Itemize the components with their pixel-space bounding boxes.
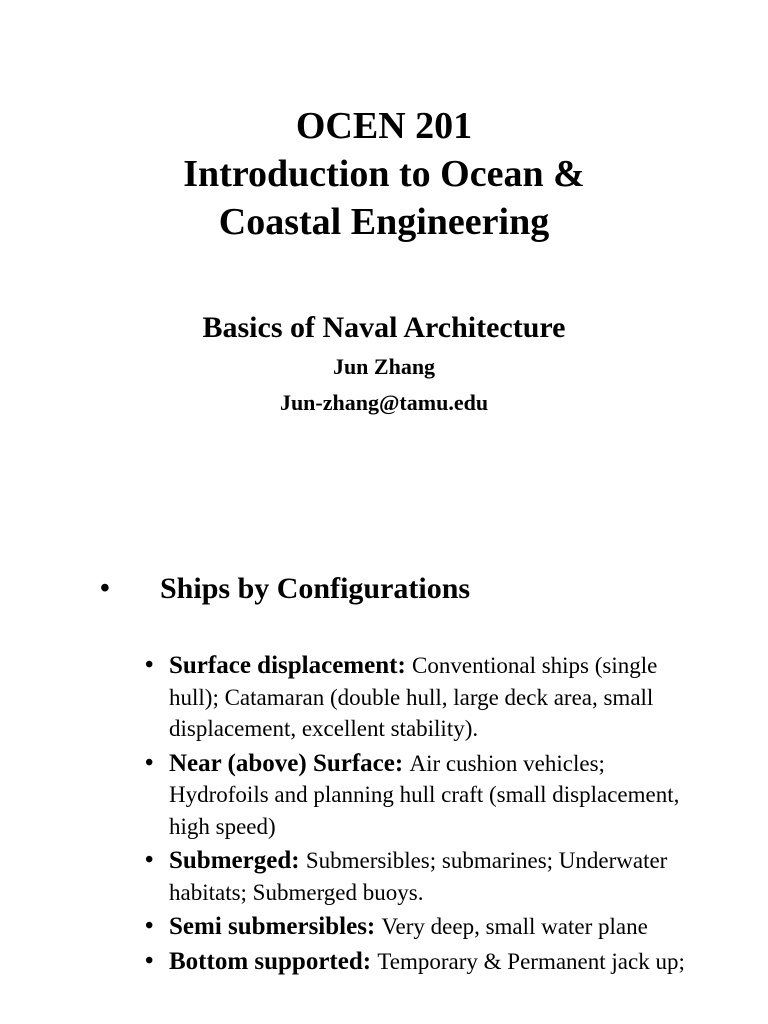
list-item [145, 946, 685, 978]
lecture-subtitle: Basics of Naval Architecture [202, 311, 566, 344]
list-item-description: Very deep, small water plane [381, 914, 648, 939]
course-title-line-3: Coastal Engineering [218, 201, 550, 243]
author-email: Jun-zhang@tamu.edu [279, 390, 489, 415]
list-item [145, 650, 685, 745]
list-item-description: Temporary & Permanent jack up; [377, 948, 685, 974]
list-item-term: Bottom supported: [169, 947, 378, 975]
list-item-term: Semi submersibles: [169, 913, 382, 940]
section-heading: Ships by Configurations [160, 572, 471, 605]
list-item-term: Submerged: [169, 847, 306, 874]
section-bullet: • [100, 573, 110, 604]
course-title-line-2: Introduction to Ocean & [183, 153, 585, 195]
list-item-description: Air cushion vehicles; Hydrofoils and planning hull craft (small displacement, high speed) [169, 750, 680, 839]
course-title [0, 102, 768, 246]
list-item [145, 845, 685, 908]
list-item-bullet: • [145, 913, 154, 939]
author-name: Jun Zhang [332, 354, 436, 379]
configuration-list [145, 650, 685, 980]
list-item-bullet: • [145, 847, 154, 873]
list-item-bullet: • [145, 947, 154, 974]
course-title-line-1: OCEN 201 [295, 105, 473, 147]
list-item [145, 748, 685, 843]
list-item-bullet: • [145, 749, 154, 776]
list-item-term: Near (above) Surface: [169, 749, 410, 777]
list-item-description: Conventional ships (single hull); Catamaran (double hull, large deck area, small displacement, excellent stability). [169, 653, 658, 741]
list-item [145, 911, 685, 943]
list-item-term: Surface displacement: [169, 652, 413, 679]
list-item-bullet: • [145, 652, 154, 678]
list-item-description: Submersibles; submarines; Underwater habitats; Submerged buoys. [169, 848, 668, 905]
